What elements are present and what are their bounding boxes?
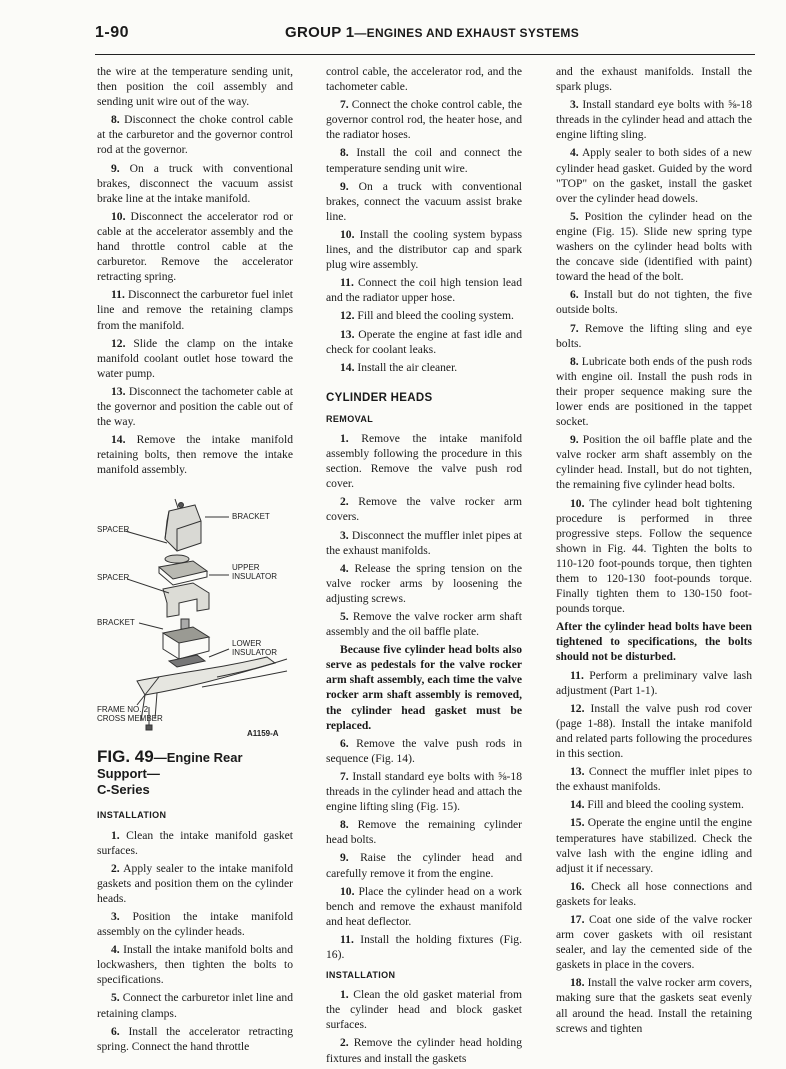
step-number: 6.	[570, 288, 579, 302]
list-item	[97, 287, 293, 332]
list-item	[326, 987, 522, 1032]
list-item	[556, 912, 752, 972]
removal-steps-list	[326, 431, 522, 639]
step-number: 8.	[111, 113, 120, 127]
step-number: 4.	[570, 146, 579, 160]
list-item	[326, 275, 522, 305]
removal-steps-list-continued	[326, 736, 522, 962]
step-text: Install the cooling system bypass lines, and the distributor cap and spark plug wire assembly.	[326, 227, 522, 272]
step-text: Install the valve push rod cover (page 1-88). Install the intake manifold and related parts following the procedures in this section.	[556, 701, 752, 761]
section-heading-cylinder-heads: CYLINDER HEADS	[326, 391, 433, 404]
installation-steps-list	[326, 987, 522, 1065]
list-item	[556, 701, 752, 761]
list-item	[326, 145, 522, 175]
list-item	[556, 354, 752, 429]
step-text: Install the air cleaner.	[357, 360, 458, 374]
list-item	[326, 736, 522, 766]
step-text: Disconnect the muffler inlet pipes at the exhaust manifolds.	[326, 528, 523, 557]
step-text: Operate the engine until the engine temperatures have stabilized. Check the valve lash with the engine idling and adjust it if necessary.	[556, 816, 752, 875]
group-title-main: GROUP 1	[285, 24, 355, 41]
step-text: Position the cylinder head on the engine (Fig. 15). Slide new spring type washers on the cylinder head bolts with the concave side (identified with paint) toward the head of the bolt.	[556, 209, 752, 284]
figure-caption-text: —Engine Rear Support—	[97, 750, 243, 782]
step-text: Apply sealer to both sides of a new cylinder head gasket. Guided by the word "TOP" on the gasket, install the gasket over the cylinder head dowels.	[556, 146, 752, 205]
step-text: Install the intake manifold bolts and lockwashers, then tighten the bolts to specifications.	[97, 943, 293, 987]
step-text: Place the cylinder head on a work bench and remove the exhaust manifold and heat deflector.	[326, 884, 522, 928]
step-number: 1.	[340, 431, 349, 445]
step-number: 13.	[111, 384, 126, 398]
step-text: Remove the cylinder head holding fixtures and install the gaskets	[326, 1036, 522, 1065]
step-number: 3.	[111, 910, 120, 923]
figure-number: FIG. 49	[97, 747, 154, 767]
step-number: 9.	[570, 433, 579, 447]
column-2	[326, 64, 522, 1069]
step-number: 12.	[111, 336, 126, 350]
installation-steps-list	[97, 828, 293, 1054]
step-number: 10.	[570, 496, 585, 510]
list-item	[97, 209, 293, 284]
list-item	[326, 561, 522, 606]
list-item	[326, 179, 522, 224]
step-number: 3.	[340, 528, 349, 542]
list-item	[97, 161, 293, 206]
step-number: 14.	[111, 433, 126, 447]
list-item	[556, 432, 752, 492]
step-text: Remove the valve rocker arm shaft assembly and the oil baffle plate.	[326, 610, 522, 639]
step-text: Clean the intake manifold gasket surfaces.	[97, 828, 294, 857]
step-text: The cylinder head bolt tightening procedure is performed in three progressive steps. Follow the sequence shown in Fig. 44. Tighten the bolts to 110-120 foot-pounds torque, then tighten them to 120-130 foot-pounds torque. Finally tighten them to 130-150 foot-pounds torque.	[556, 496, 752, 616]
list-item	[326, 609, 522, 639]
step-text: Connect the muffler inlet pipes to the exhaust manifolds.	[556, 765, 752, 794]
warning-note: Because five cylinder head bolts also serve as pedestals for the valve rocker arm shaft assembly, each time the valve rocker arm shaft assembly is removed, the cylinder head gasket must be replaced.	[326, 643, 522, 732]
step-text: Position the intake manifold assembly on the cylinder heads.	[97, 910, 293, 939]
figure-caption	[97, 749, 293, 798]
label-bracket-top: BRACKET	[232, 512, 270, 522]
label-bracket-mid: BRACKET	[97, 618, 135, 628]
step-number: 2.	[340, 1036, 349, 1050]
step-number: 7.	[340, 769, 349, 783]
list-item	[97, 861, 293, 906]
list-item	[556, 496, 752, 617]
list-item	[97, 336, 293, 381]
step-number: 1.	[340, 988, 349, 1002]
step-text: Install the accelerator retracting spring. Connect the hand throttle	[97, 1024, 294, 1053]
step-number: 2.	[111, 861, 120, 875]
step-number: 5.	[340, 610, 349, 623]
step-text: Slide the clamp on the intake manifold coolant outlet hose toward the water pump.	[97, 336, 294, 380]
figure-caption-line2: C-Series	[97, 782, 150, 798]
step-text: On a truck with conventional brakes, disconnect the vacuum assist brake line at the intake manifold.	[97, 161, 293, 205]
list-item	[97, 828, 293, 858]
installation-heading: INSTALLATION	[326, 970, 396, 981]
list-item	[556, 764, 752, 794]
list-item	[97, 432, 293, 477]
step-text: Disconnect the tachometer cable at the governor and position the cable out of the way.	[97, 384, 293, 429]
list-item	[326, 494, 522, 524]
paragraph: control cable, the accelerator rod, and the tachometer cable.	[326, 65, 522, 94]
figure-code: A1159-A	[247, 729, 279, 739]
step-text: Disconnect the carburetor fuel inlet line and remove the retaining clamps from the manifold.	[97, 288, 293, 332]
step-number: 6.	[340, 736, 349, 750]
list-item	[97, 384, 293, 429]
step-text: Operate the engine at fast idle and check for coolant leaks.	[326, 327, 522, 356]
list-item	[326, 431, 522, 491]
label-lower-insulator: LOWER INSULATOR	[232, 639, 278, 658]
warning-note: After the cylinder head bolts have been tightened to specifications, the bolts should not be disturbed.	[556, 620, 752, 664]
label-spacer-mid: SPACER	[97, 573, 130, 583]
step-number: 7.	[340, 98, 349, 112]
step-text: Install the holding fixtures (Fig. 16).	[326, 932, 522, 961]
step-number: 13.	[570, 765, 585, 779]
list-item	[556, 287, 752, 317]
step-text: Connect the coil high tension lead and the radiator upper hose.	[326, 276, 522, 305]
step-text: Remove the intake manifold assembly following the procedure in this section. Remove the valve push rod cover.	[326, 431, 522, 491]
paragraph: and the exhaust manifolds. Install the spark plugs.	[556, 65, 752, 94]
list-item	[326, 327, 522, 357]
step-number: 15.	[570, 816, 585, 830]
list-item	[556, 975, 752, 1035]
step-number: 8.	[570, 354, 579, 368]
step-number: 11.	[340, 932, 354, 946]
list-item	[326, 769, 522, 814]
label-frame-cross-member: FRAME NO. 2 CROSS MEMBER	[97, 705, 163, 724]
step-number: 12.	[340, 309, 355, 323]
paragraph: the wire at the temperature sending unit, then position the coil assembly and sending unit wire out of the way.	[97, 65, 293, 109]
list-item	[326, 308, 522, 323]
list-item	[556, 145, 752, 205]
group-title-sub: —ENGINES AND EXHAUST SYSTEMS	[354, 26, 579, 40]
step-text: Connect the carburetor inlet line and retaining clamps.	[97, 991, 294, 1020]
installation-steps-list	[556, 97, 752, 616]
step-number: 9.	[340, 851, 349, 865]
step-text: Lubricate both ends of the push rods with engine oil. Install the push rods in their proper sequence making sure the lower ends are positioned in the tappet socket.	[556, 354, 752, 429]
step-number: 5.	[570, 209, 579, 223]
step-text: Fill and bleed the cooling system.	[357, 309, 514, 323]
step-text: Install but do not tighten, the five outside bolts.	[556, 288, 752, 317]
list-item	[97, 1024, 293, 1054]
list-item	[556, 668, 752, 698]
step-number: 13.	[340, 327, 355, 341]
step-number: 14.	[570, 798, 585, 812]
list-item	[326, 850, 522, 880]
step-number: 11.	[570, 668, 584, 682]
step-number: 14.	[340, 360, 355, 374]
step-number: 6.	[111, 1024, 120, 1038]
installation-steps-list-continued	[556, 668, 752, 1036]
step-text: On a truck with conventional brakes, connect the vacuum assist brake line.	[326, 179, 522, 223]
step-text: Install the coil and connect the temperature sending unit wire.	[326, 146, 522, 175]
page-number: 1-90	[95, 24, 130, 41]
list-item	[97, 112, 293, 157]
step-text: Remove the valve push rods in sequence (Fig. 14).	[326, 736, 522, 765]
list-item	[326, 817, 522, 847]
group-title	[285, 24, 579, 41]
step-number: 1.	[111, 828, 120, 842]
step-text: Install standard eye bolts with ⅝-18 threads in the cylinder head and attach the engine lifting sling.	[556, 98, 752, 142]
step-number: 2.	[340, 495, 349, 509]
list-item	[326, 360, 522, 375]
column-3	[556, 64, 752, 1039]
step-text: Disconnect the accelerator rod or cable at the accelerator assembly and the hand throttle control cable at the carburetor. Remove the accelerator retracting spring.	[97, 209, 293, 284]
list-item	[326, 932, 522, 962]
step-number: 4.	[111, 943, 120, 957]
list-item	[97, 909, 293, 939]
step-text: Connect the choke control cable, the governor control rod, the heater hose, and the radiator hoses.	[326, 98, 522, 142]
label-spacer-top: SPACER	[97, 525, 130, 535]
list-item	[326, 1035, 522, 1065]
list-item	[97, 942, 293, 987]
column-1	[97, 64, 293, 1057]
step-number: 11.	[111, 288, 125, 302]
list-item	[556, 797, 752, 812]
step-text: Position the oil baffle plate and the valve rocker arm shaft assembly on the cylinder head. Install, but do not tighten, the remaining five cylinder head bolts.	[556, 433, 752, 492]
step-text: Check all hose connections and gaskets for leaks.	[556, 879, 752, 908]
installation-steps-list	[326, 97, 522, 375]
step-text: Fill and bleed the cooling system.	[587, 798, 744, 812]
step-number: 5.	[111, 991, 120, 1005]
page-header	[95, 14, 755, 55]
step-number: 3.	[570, 98, 579, 112]
list-item	[326, 528, 522, 558]
step-number: 9.	[340, 179, 349, 193]
list-item	[326, 227, 522, 272]
step-number: 18.	[570, 976, 585, 990]
list-item	[556, 879, 752, 909]
step-text: Remove the intake manifold retaining bolts, then remove the intake manifold assembly.	[97, 433, 293, 477]
step-number: 10.	[340, 227, 355, 241]
step-number: 16.	[570, 879, 585, 893]
step-number: 9.	[111, 161, 120, 175]
list-item	[556, 321, 752, 351]
step-text: Remove the remaining cylinder head bolts.	[326, 818, 522, 847]
list-item	[326, 97, 522, 142]
step-number: 10.	[340, 884, 355, 898]
step-text: Disconnect the choke control cable at the carburetor and the governor control rod at the governor.	[97, 113, 293, 157]
step-text: Install the valve rocker arm covers, making sure that the gaskets seat evenly all around the head. Install the retaining screws and tighten	[556, 976, 752, 1035]
label-upper-insulator: UPPER INSULATOR	[232, 563, 278, 582]
step-number: 12.	[570, 701, 585, 715]
step-text: Apply sealer to the intake manifold gaskets and position them on the cylinder heads.	[97, 861, 293, 905]
step-number: 8.	[340, 146, 349, 160]
removal-steps-list	[97, 112, 293, 477]
step-text: Clean the old gasket material from the cylinder head and block gasket surfaces.	[326, 988, 522, 1032]
step-text: Install standard eye bolts with ⅝-18 threads in the cylinder head and attach the engine lifting sling (Fig. 15).	[326, 769, 522, 814]
step-number: 8.	[340, 818, 349, 832]
installation-heading: INSTALLATION	[97, 810, 167, 821]
step-number: 7.	[570, 321, 579, 335]
removal-heading: REMOVAL	[326, 413, 374, 424]
step-number: 17.	[570, 912, 585, 926]
step-text: Remove the valve rocker arm covers.	[326, 495, 522, 524]
step-text: Raise the cylinder head and carefully remove it from the engine.	[326, 851, 522, 880]
list-item	[556, 815, 752, 875]
step-number: 4.	[340, 561, 349, 575]
list-item	[556, 209, 752, 284]
step-text: Coat one side of the valve rocker arm cover gaskets with oil resistant sealer, and lay the cemented side of the gaskets in place in the covers.	[556, 912, 752, 972]
step-number: 10.	[111, 209, 126, 223]
list-item	[326, 884, 522, 929]
step-text: Remove the lifting sling and eye bolts.	[556, 321, 752, 350]
list-item	[97, 990, 293, 1020]
step-text: Perform a preliminary valve lash adjustment (Part 1-1).	[556, 668, 752, 697]
list-item	[556, 97, 752, 142]
step-text: Release the spring tension on the valve rocker arms by loosening the adjusting screws.	[326, 561, 522, 605]
figure-49-engine-rear-support	[97, 481, 293, 743]
step-number: 11.	[340, 276, 354, 290]
